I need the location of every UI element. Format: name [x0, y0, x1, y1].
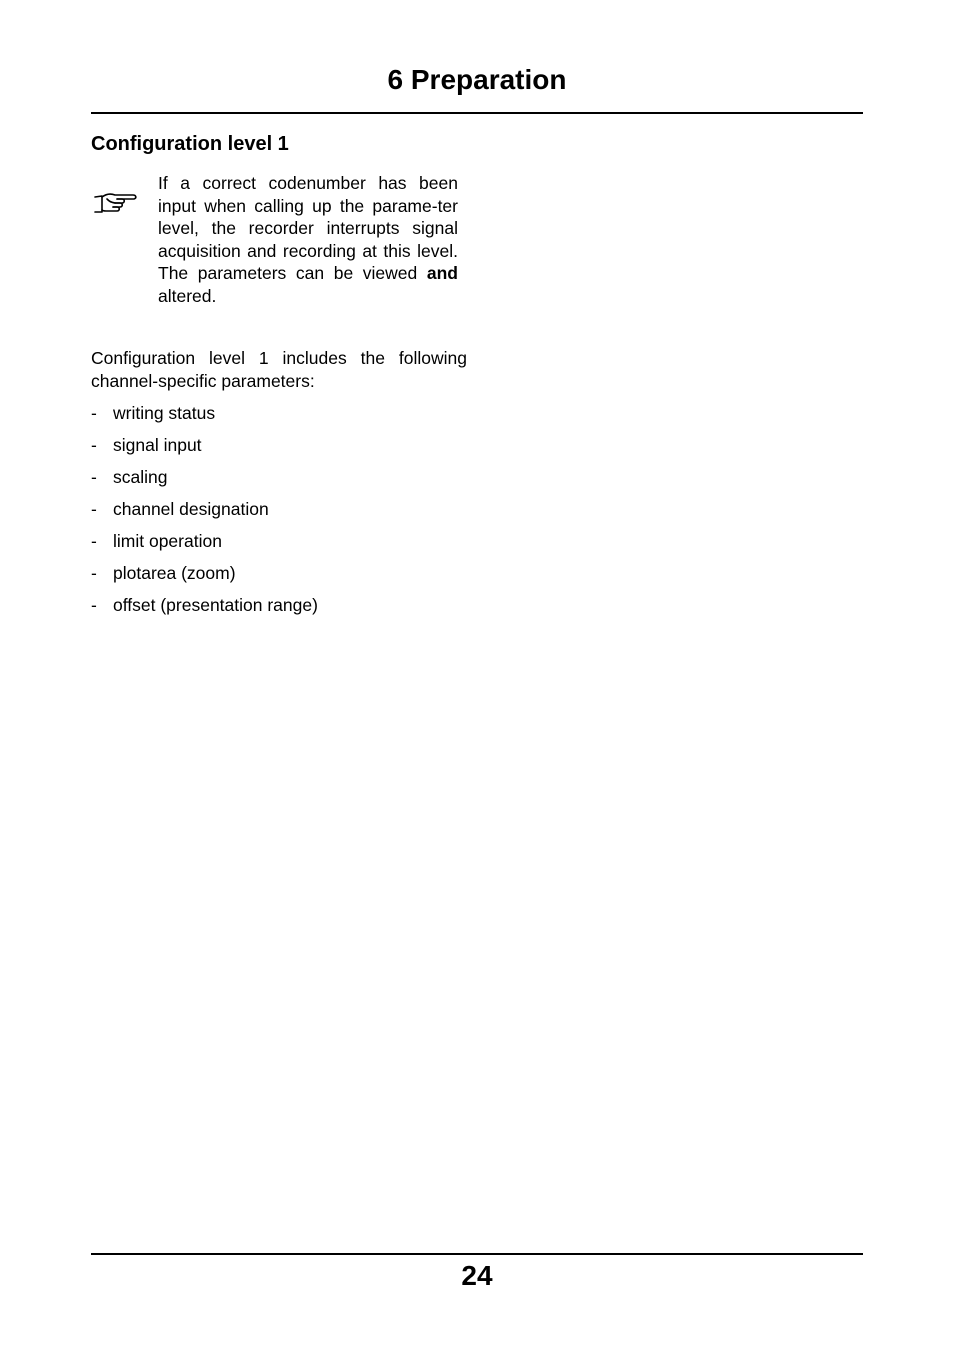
list-bullet: - — [91, 435, 97, 455]
note-text-emphasis: and — [426, 263, 458, 284]
intro-paragraph: Configuration level 1 includes the following channel-specific parameters: — [91, 348, 467, 391]
section-heading: Configuration level 1 — [91, 133, 289, 155]
list-bullet: - — [91, 595, 97, 615]
note-text-start: If a correct codenumber has been input when calling up the parame-ter level, the recorder interrupts signal acquisition and recording at this level. The parameters can be viewed — [158, 173, 458, 284]
footer-rule — [91, 1253, 863, 1255]
list-bullet: - — [91, 563, 97, 583]
list-item-label: limit operation — [113, 531, 222, 551]
page-number: 24 — [461, 1260, 493, 1291]
list-item-label: offset (presentation range) — [113, 595, 318, 615]
chapter-title: 6 Preparation — [387, 64, 567, 95]
list-bullet: - — [91, 531, 97, 551]
list-item-label: plotarea (zoom) — [113, 563, 236, 583]
note-text — [158, 172, 458, 308]
list-item-label: writing status — [113, 403, 216, 423]
list-item-label: signal input — [113, 435, 202, 455]
header-rule — [91, 112, 863, 114]
list-item-label: scaling — [113, 467, 168, 487]
list-item-label: channel designation — [113, 499, 269, 519]
pointing-hand-icon — [93, 190, 139, 218]
note-text-end: altered. — [158, 285, 217, 306]
list-bullet: - — [91, 499, 97, 519]
list-bullet: - — [91, 403, 97, 423]
list-bullet: - — [91, 467, 97, 487]
